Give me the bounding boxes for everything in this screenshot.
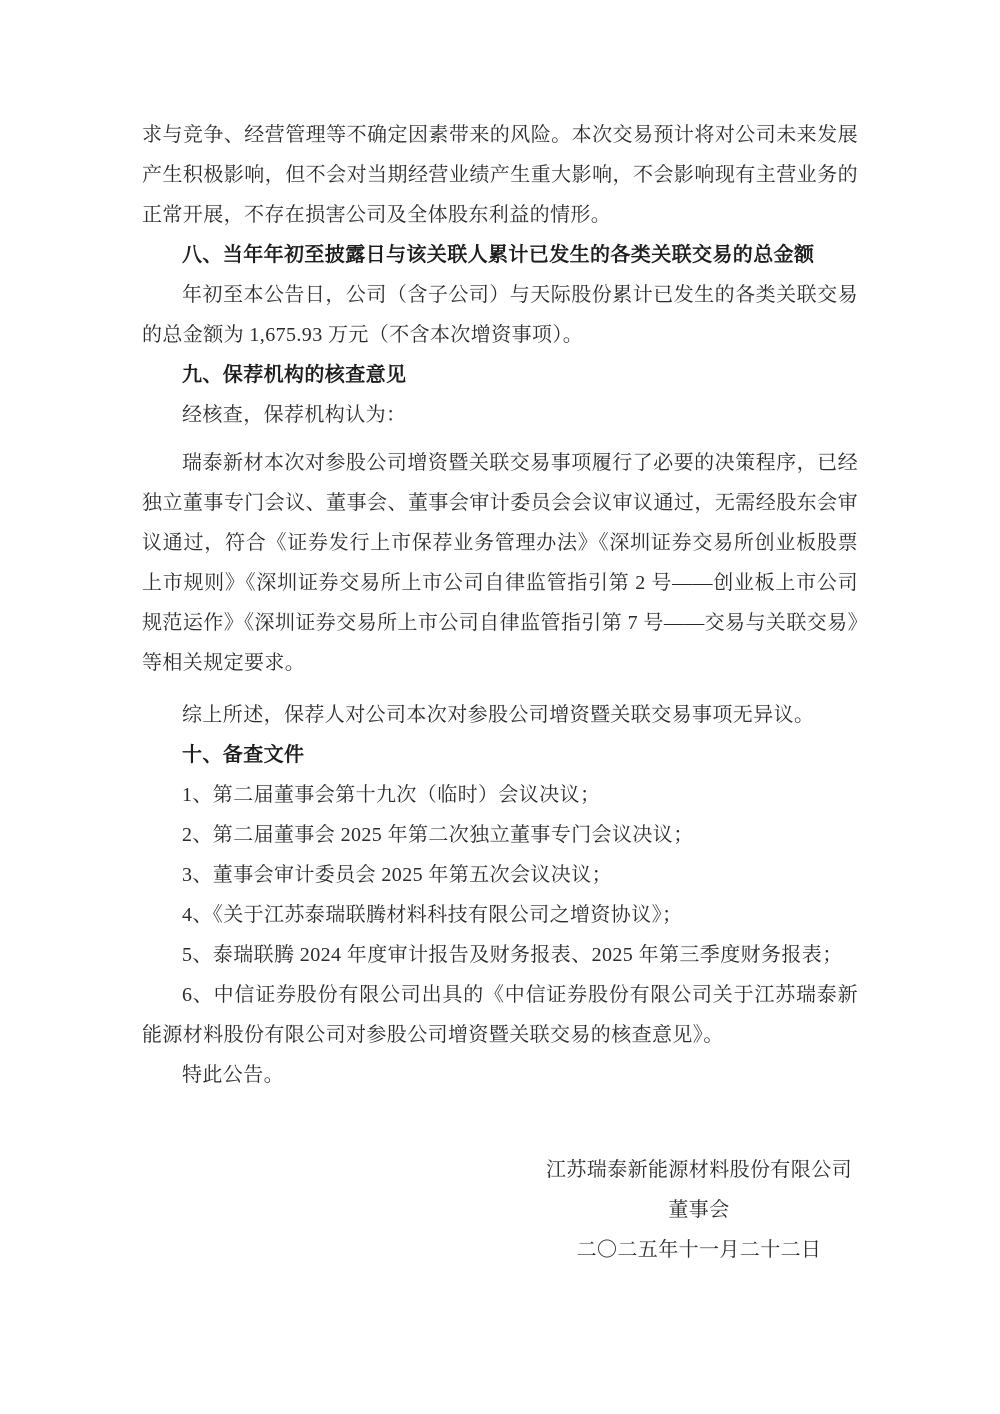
backup-document-item-5: 5、泰瑞联腾 2024 年度审计报告及财务报表、2025 年第三季度财务报表； bbox=[182, 944, 843, 966]
backup-document-item-4: 4、《关于江苏泰瑞联腾材料科技有限公司之增资协议》； bbox=[182, 904, 683, 926]
section-8-body: 年初至本公告日，公司（含子公司）与天际股份累计已发生的各类关联交易的总金额为 1,675.93 万元（不含本次增资事项）。 bbox=[142, 284, 858, 346]
section-8-heading: 八、当年年初至披露日与该关联人累计已发生的各类关联交易的总金额 bbox=[182, 244, 815, 266]
section-10-heading: 十、备查文件 bbox=[182, 744, 305, 766]
section-9-intro: 经核查，保荐机构认为： bbox=[182, 404, 407, 426]
backup-document-item-6: 6、中信证券股份有限公司出具的《中信证券股份有限公司关于江苏瑞泰新能源材料股份有限公司对参股公司增资暨关联交易的核查意见》。 bbox=[142, 984, 858, 1046]
sponsor-opinion-paragraph: 瑞泰新材本次对参股公司增资暨关联交易事项履行了必要的决策程序，已经独立董事专门会议、董事会、董事会审计委员会会议审议通过，无需经股东会审议通过，符合《证券发行上市保荐业务管理办法》《深圳证券交易所创业板股票上市规则》《深圳证券交易所上市公司自律监管指引第 2 号——创业板上市公司规范运作》《深圳证券交易所上市公司自律监管指引第 7 号——交易与关联交易》等相关规定要求。 bbox=[142, 452, 858, 674]
risk-continuation-paragraph: 求与竞争、经营管理等不确定因素带来的风险。本次交易预计将对公司未来发展产生积极影响，但不会对当期经营业绩产生重大影响，不会影响现有主营业务的正常开展，不存在损害公司及全体股东利益的情形。 bbox=[142, 124, 858, 226]
closing-statement: 特此公告。 bbox=[182, 1064, 284, 1086]
backup-document-item-3: 3、董事会审计委员会 2025 年第五次会议决议； bbox=[182, 864, 612, 886]
signature-block bbox=[540, 1150, 858, 1270]
backup-document-item-1: 1、第二届董事会第十九次（临时）会议决议； bbox=[182, 784, 601, 806]
backup-document-item-2: 2、第二届董事会 2025 年第二次独立董事专门会议决议； bbox=[182, 824, 694, 846]
signature-board: 董事会 bbox=[668, 1199, 730, 1221]
signature-company-name: 江苏瑞泰新能源材料股份有限公司 bbox=[546, 1159, 852, 1181]
signature-date: 二〇二五年十一月二十二日 bbox=[576, 1239, 822, 1261]
document-content bbox=[142, 115, 858, 1270]
section-9-heading: 九、保荐机构的核查意见 bbox=[182, 364, 407, 386]
sponsor-conclusion-paragraph: 综上所述，保荐人对公司本次对参股公司增资暨关联交易事项无异议。 bbox=[182, 704, 815, 726]
